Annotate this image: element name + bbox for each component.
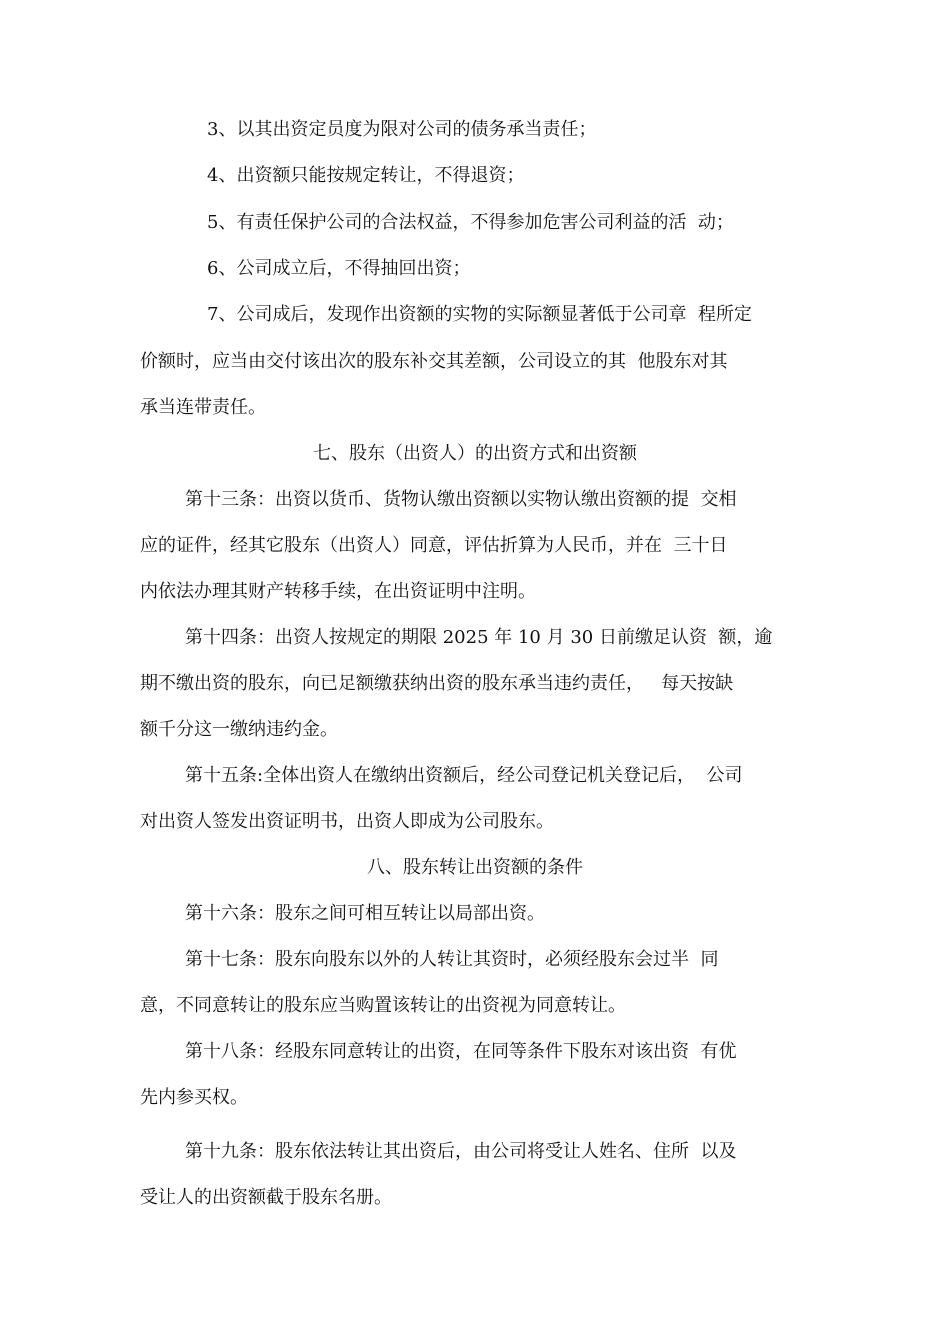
text-line: 额千分这一缴纳违约金。 [140, 719, 338, 740]
text-line: 价额时，应当由交付该出次的股东补交其差额，公司设立的其 他股东对其 [140, 351, 728, 372]
section-heading: 八、股东转让出资额的条件 [367, 857, 583, 878]
text-line: 3、以其出资定员度为限对公司的债务承当责任； [207, 119, 597, 140]
text-line: 受让人的出资额截于股东名册。 [140, 1187, 392, 1208]
text-line: 6、公司成立后，不得抽回出资； [207, 258, 471, 279]
text-line: 7、公司成后，发现作出资额的实物的实际额显著低于公司章 程所定 [207, 304, 752, 325]
text-line: 第十三条：出资以货币、货物认缴出资额以实物认缴出资额的提 交相 [185, 489, 737, 510]
text-line: 第十八条：经股东同意转让的出资，在同等条件下股东对该出资 有优 [185, 1041, 737, 1062]
text-line: 应的证件，经其它股东（出资人）同意，评估折算为人民币，并在 三十日 [140, 535, 728, 556]
text-line: 承当连带责任。 [140, 397, 266, 418]
text-line: 期不缴出资的股东，向已足额缴获纳出资的股东承当违约责任， 每天按缺 [140, 673, 734, 694]
text-line: 第十五条:全体出资人在缴纳出资额后，经公司登记机关登记后， 公司 [185, 765, 743, 786]
text-line: 先内参买权。 [140, 1087, 248, 1108]
section-heading: 七、股东（出资人）的出资方式和出资额 [313, 443, 637, 464]
text-line: 第十六条：股东之间可相互转让以局部出资。 [185, 903, 545, 924]
text-line: 第十九条：股东依法转让其出资后，由公司将受让人姓名、住所 以及 [185, 1141, 737, 1162]
text-line: 4、出资额只能按规定转让，不得退资； [207, 165, 525, 186]
text-line: 5、有责任保护公司的合法权益，不得参加危害公司利益的活 动； [207, 212, 734, 233]
text-line: 第十四条：出资人按规定的期限 2025 年 10 月 30 日前缴足认资 额，逾 [185, 627, 773, 648]
text-line: 第十七条：股东向股东以外的人转让其资时，必须经股东会过半 同 [185, 949, 719, 970]
text-line: 内依法办理其财产转移手续，在出资证明中注明。 [140, 581, 536, 602]
text-line: 意，不同意转让的股东应当购置该转让的出资视为同意转让。 [140, 995, 626, 1016]
text-line: 对出资人签发出资证明书，出资人即成为公司股东。 [140, 811, 554, 832]
